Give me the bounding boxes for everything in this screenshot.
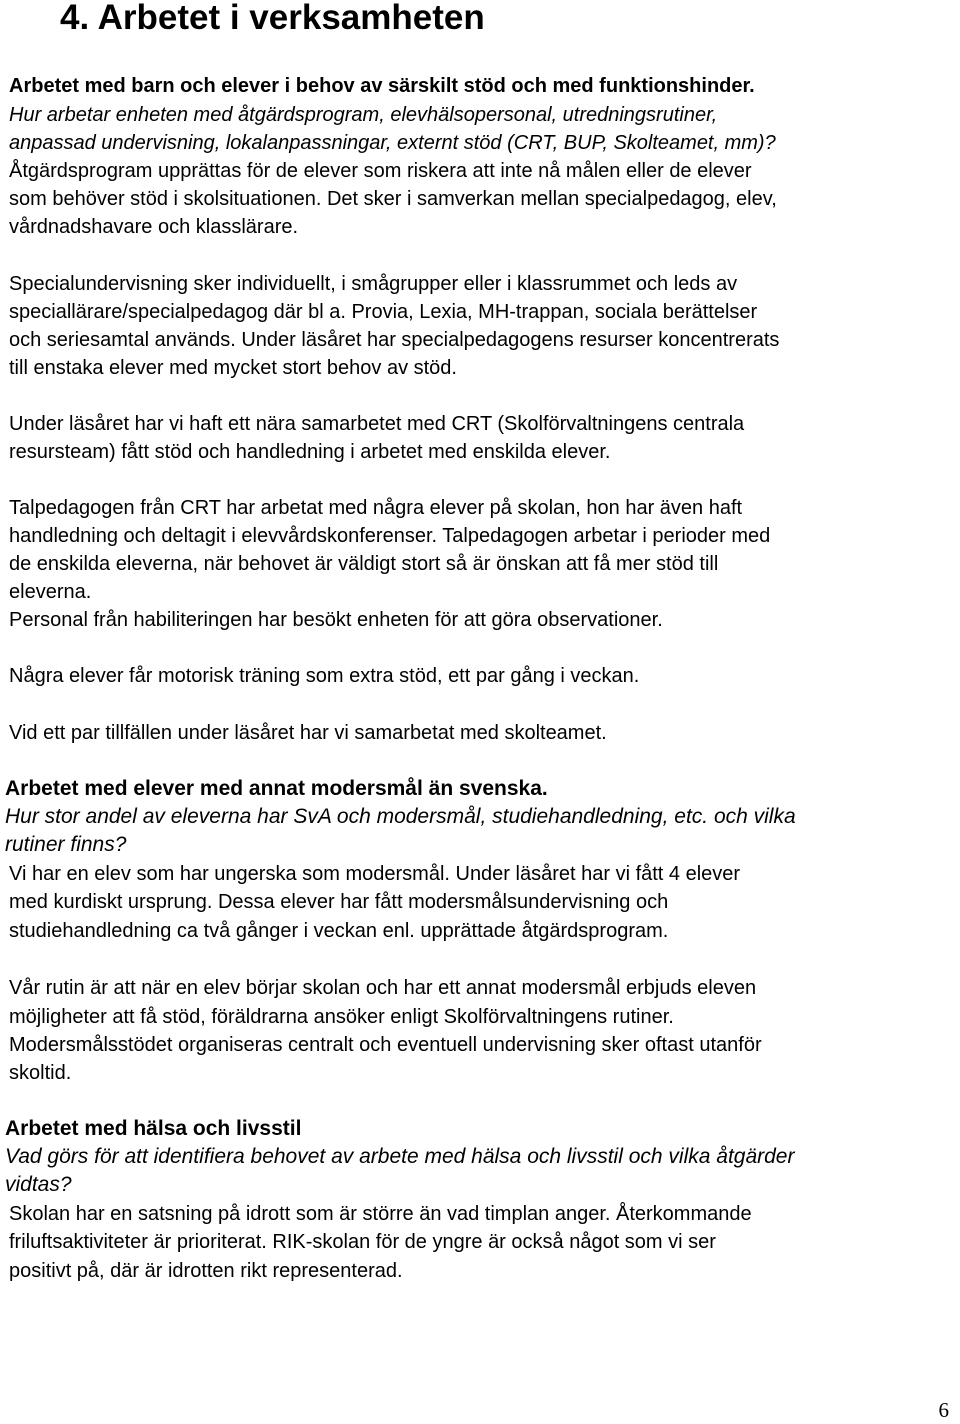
question-line: Hur stor andel av eleverna har SvA och modersmål, studiehandledning, etc. och vilka: [5, 805, 796, 828]
paragraph-line: som behöver stöd i skolsituationen. Det sker i samverkan mellan specialpedagog, elev,: [9, 188, 777, 210]
question-line: rutiner finns?: [5, 833, 127, 856]
paragraph-line: Åtgärdsprogram upprättas för de elever som riskera att inte nå målen eller de elever: [9, 160, 752, 182]
question-line: Vad görs för att identifiera behovet av arbete med hälsa och livsstil och vilka åtgärder: [5, 1145, 795, 1168]
paragraph-line: Vid ett par tillfällen under läsåret har vi samarbetat med skolteamet.: [9, 722, 607, 744]
paragraph-line: Vår rutin är att när en elev börjar skolan och har ett annat modersmål erbjuds eleven: [9, 977, 757, 999]
paragraph-line: de enskilda eleverna, när behovet är väldigt stort så är önskan att få mer stöd till: [9, 553, 719, 575]
paragraph-line: studiehandledning ca två gånger i veckan enl. upprättade åtgärdsprogram.: [9, 920, 669, 942]
paragraph-line: Personal från habiliteringen har besökt enheten för att göra observationer.: [9, 609, 663, 631]
paragraph-line: Vi har en elev som har ungerska som modersmål. Under läsåret har vi fått 4 elever: [9, 863, 741, 885]
paragraph-line: speciallärare/specialpedagog där bl a. Provia, Lexia, MH-trappan, sociala berättelser: [9, 301, 758, 323]
section-title: Arbetet med elever med annat modersmål än svenska.: [5, 777, 548, 800]
paragraph-line: friluftsaktiviteter är prioriterat. RIK-skolan för de yngre är också något som vi ser: [9, 1231, 716, 1253]
paragraph-line: Modersmålsstödet organiseras centralt och eventuell undervisning sker oftast utanför: [9, 1034, 762, 1056]
question-line: vidtas?: [5, 1173, 72, 1196]
section-title: Arbetet med hälsa och livsstil: [5, 1117, 302, 1140]
paragraph-line: vårdnadshavare och klasslärare.: [9, 216, 299, 238]
question-line: anpassad undervisning, lokalanpassningar, externt stöd (CRT, BUP, Skolteamet, mm)?: [9, 132, 776, 154]
paragraph-line: och seriesamtal används. Under läsåret har specialpedagogens resurser koncentrerats: [9, 329, 780, 351]
paragraph-line: Specialundervisning sker individuellt, i smågrupper eller i klassrummet och leds av: [9, 273, 738, 295]
paragraph-line: Talpedagogen från CRT har arbetat med några elever på skolan, hon har även haft: [9, 497, 743, 519]
paragraph-line: resursteam) fått stöd och handledning i arbetet med enskilda elever.: [9, 441, 611, 463]
paragraph-line: skoltid.: [9, 1062, 72, 1084]
section-title: Arbetet med barn och elever i behov av särskilt stöd och med funktionshinder.: [9, 75, 755, 97]
paragraph-line: Några elever får motorisk träning som extra stöd, ett par gång i veckan.: [9, 665, 640, 687]
paragraph-line: handledning och deltagit i elevvårdskonferenser. Talpedagogen arbetar i perioder med: [9, 525, 771, 547]
section-heading: 4. Arbetet i verksamheten: [60, 0, 485, 37]
question-line: Hur arbetar enheten med åtgärdsprogram, elevhälsopersonal, utredningsrutiner,: [9, 104, 718, 126]
paragraph-line: med kurdiskt ursprung. Dessa elever har fått modersmålsundervisning och: [9, 891, 669, 913]
paragraph-line: till enstaka elever med mycket stort behov av stöd.: [9, 357, 457, 379]
paragraph-line: Skolan har en satsning på idrott som är större än vad timplan anger. Återkommande: [9, 1203, 752, 1225]
page-number: 6: [938, 1398, 949, 1422]
paragraph-line: eleverna.: [9, 581, 92, 603]
paragraph-line: Under läsåret har vi haft ett nära samarbetet med CRT (Skolförvaltningens centrala: [9, 413, 745, 435]
paragraph-line: möjligheter att få stöd, föräldrarna ansöker enligt Skolförvaltningens rutiner.: [9, 1006, 674, 1028]
paragraph-line: positivt på, där är idrotten rikt representerad.: [9, 1260, 403, 1282]
